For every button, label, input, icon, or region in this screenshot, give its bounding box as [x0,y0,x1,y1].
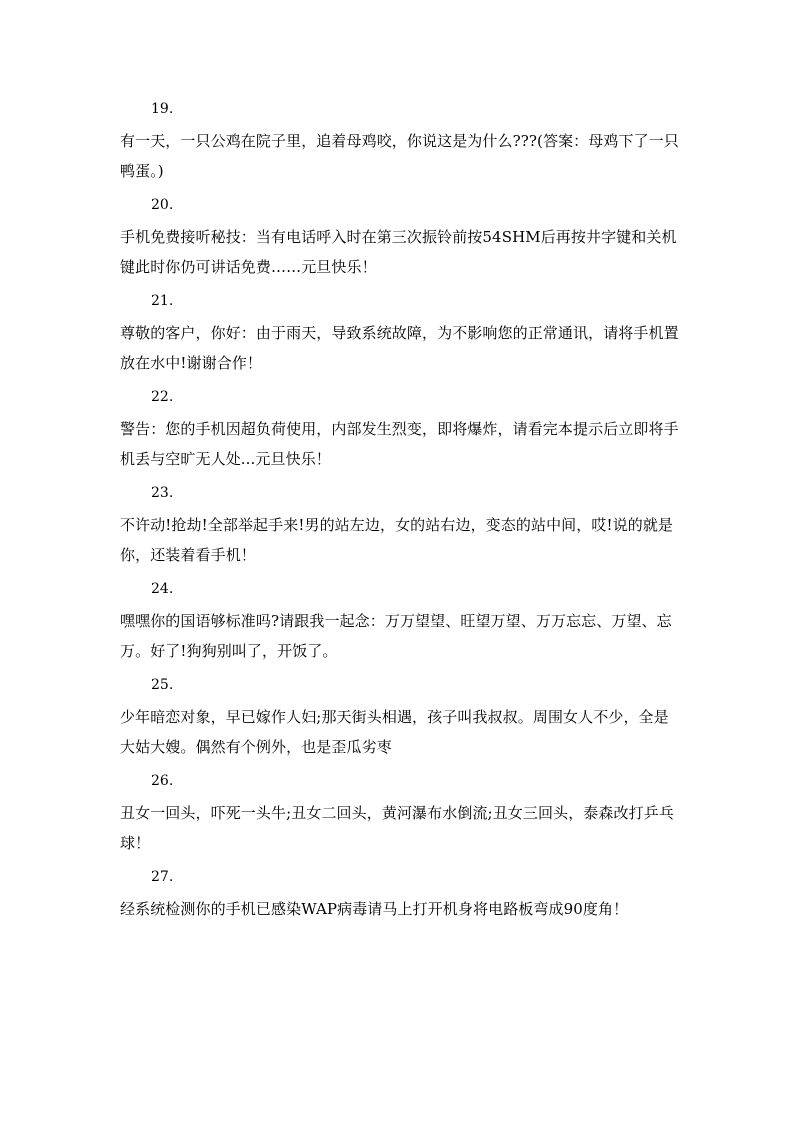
item-number: 22. [151,389,174,405]
list-item [120,384,680,474]
item-text: 嘿嘿你的国语够标准吗?请跟我一起念：万万望望、旺望万望、万万忘忘、万望、忘万。好了!狗狗别叫了，开饭了。 [120,612,672,660]
list-item [120,192,680,282]
item-text: 有一天，一只公鸡在院子里，追着母鸡咬，你说这是为什么???(答案：母鸡下了一只鸭蛋。) [120,132,679,180]
item-number: 27. [151,869,174,885]
list-item [120,576,680,666]
item-number: 20. [151,197,174,213]
item-text: 尊敬的客户，你好：由于雨天，导致系统故障，为不影响您的正常通讯，请将手机置放在水中!谢谢合作！ [120,324,679,372]
list-item [120,672,680,762]
list-item [120,96,680,186]
list-item [120,288,680,378]
item-text: 手机免费接听秘技：当有电话呼入时在第三次振铃前按54SHM后再按井字键和关机键此时你仍可讲话免费……元旦快乐！ [120,228,677,276]
item-text: 警告：您的手机因超负荷使用，内部发生烈变，即将爆炸，请看完本提示后立即将手机丢与空旷无人处...元旦快乐！ [120,420,679,468]
item-number: 21. [151,293,174,309]
item-number: 24. [151,581,174,597]
item-number: 19. [151,101,174,117]
document-body [120,96,680,930]
item-text: 不许动!抢劫!全部举起手来!男的站左边，女的站右边，变态的站中间，哎!说的就是你，还装着看手机！ [120,516,674,564]
item-text: 丑女一回头，吓死一头牛;丑女二回头，黄河瀑布水倒流;丑女三回头，泰森改打乒乓球！ [120,804,674,852]
item-text: 经系统检测你的手机已感染WAP病毒请马上打开机身将电路板弯成90度角！ [120,900,629,918]
list-item [120,480,680,570]
item-number: 25. [151,677,174,693]
item-number: 26. [151,773,174,789]
list-item [120,864,680,924]
list-item [120,768,680,858]
item-text: 少年暗恋对象，早已嫁作人妇;那天街头相遇，孩子叫我叔叔。周围女人不少，全是大姑大嫂。偶然有个例外，也是歪瓜劣枣 [120,708,669,756]
item-number: 23. [151,485,174,501]
